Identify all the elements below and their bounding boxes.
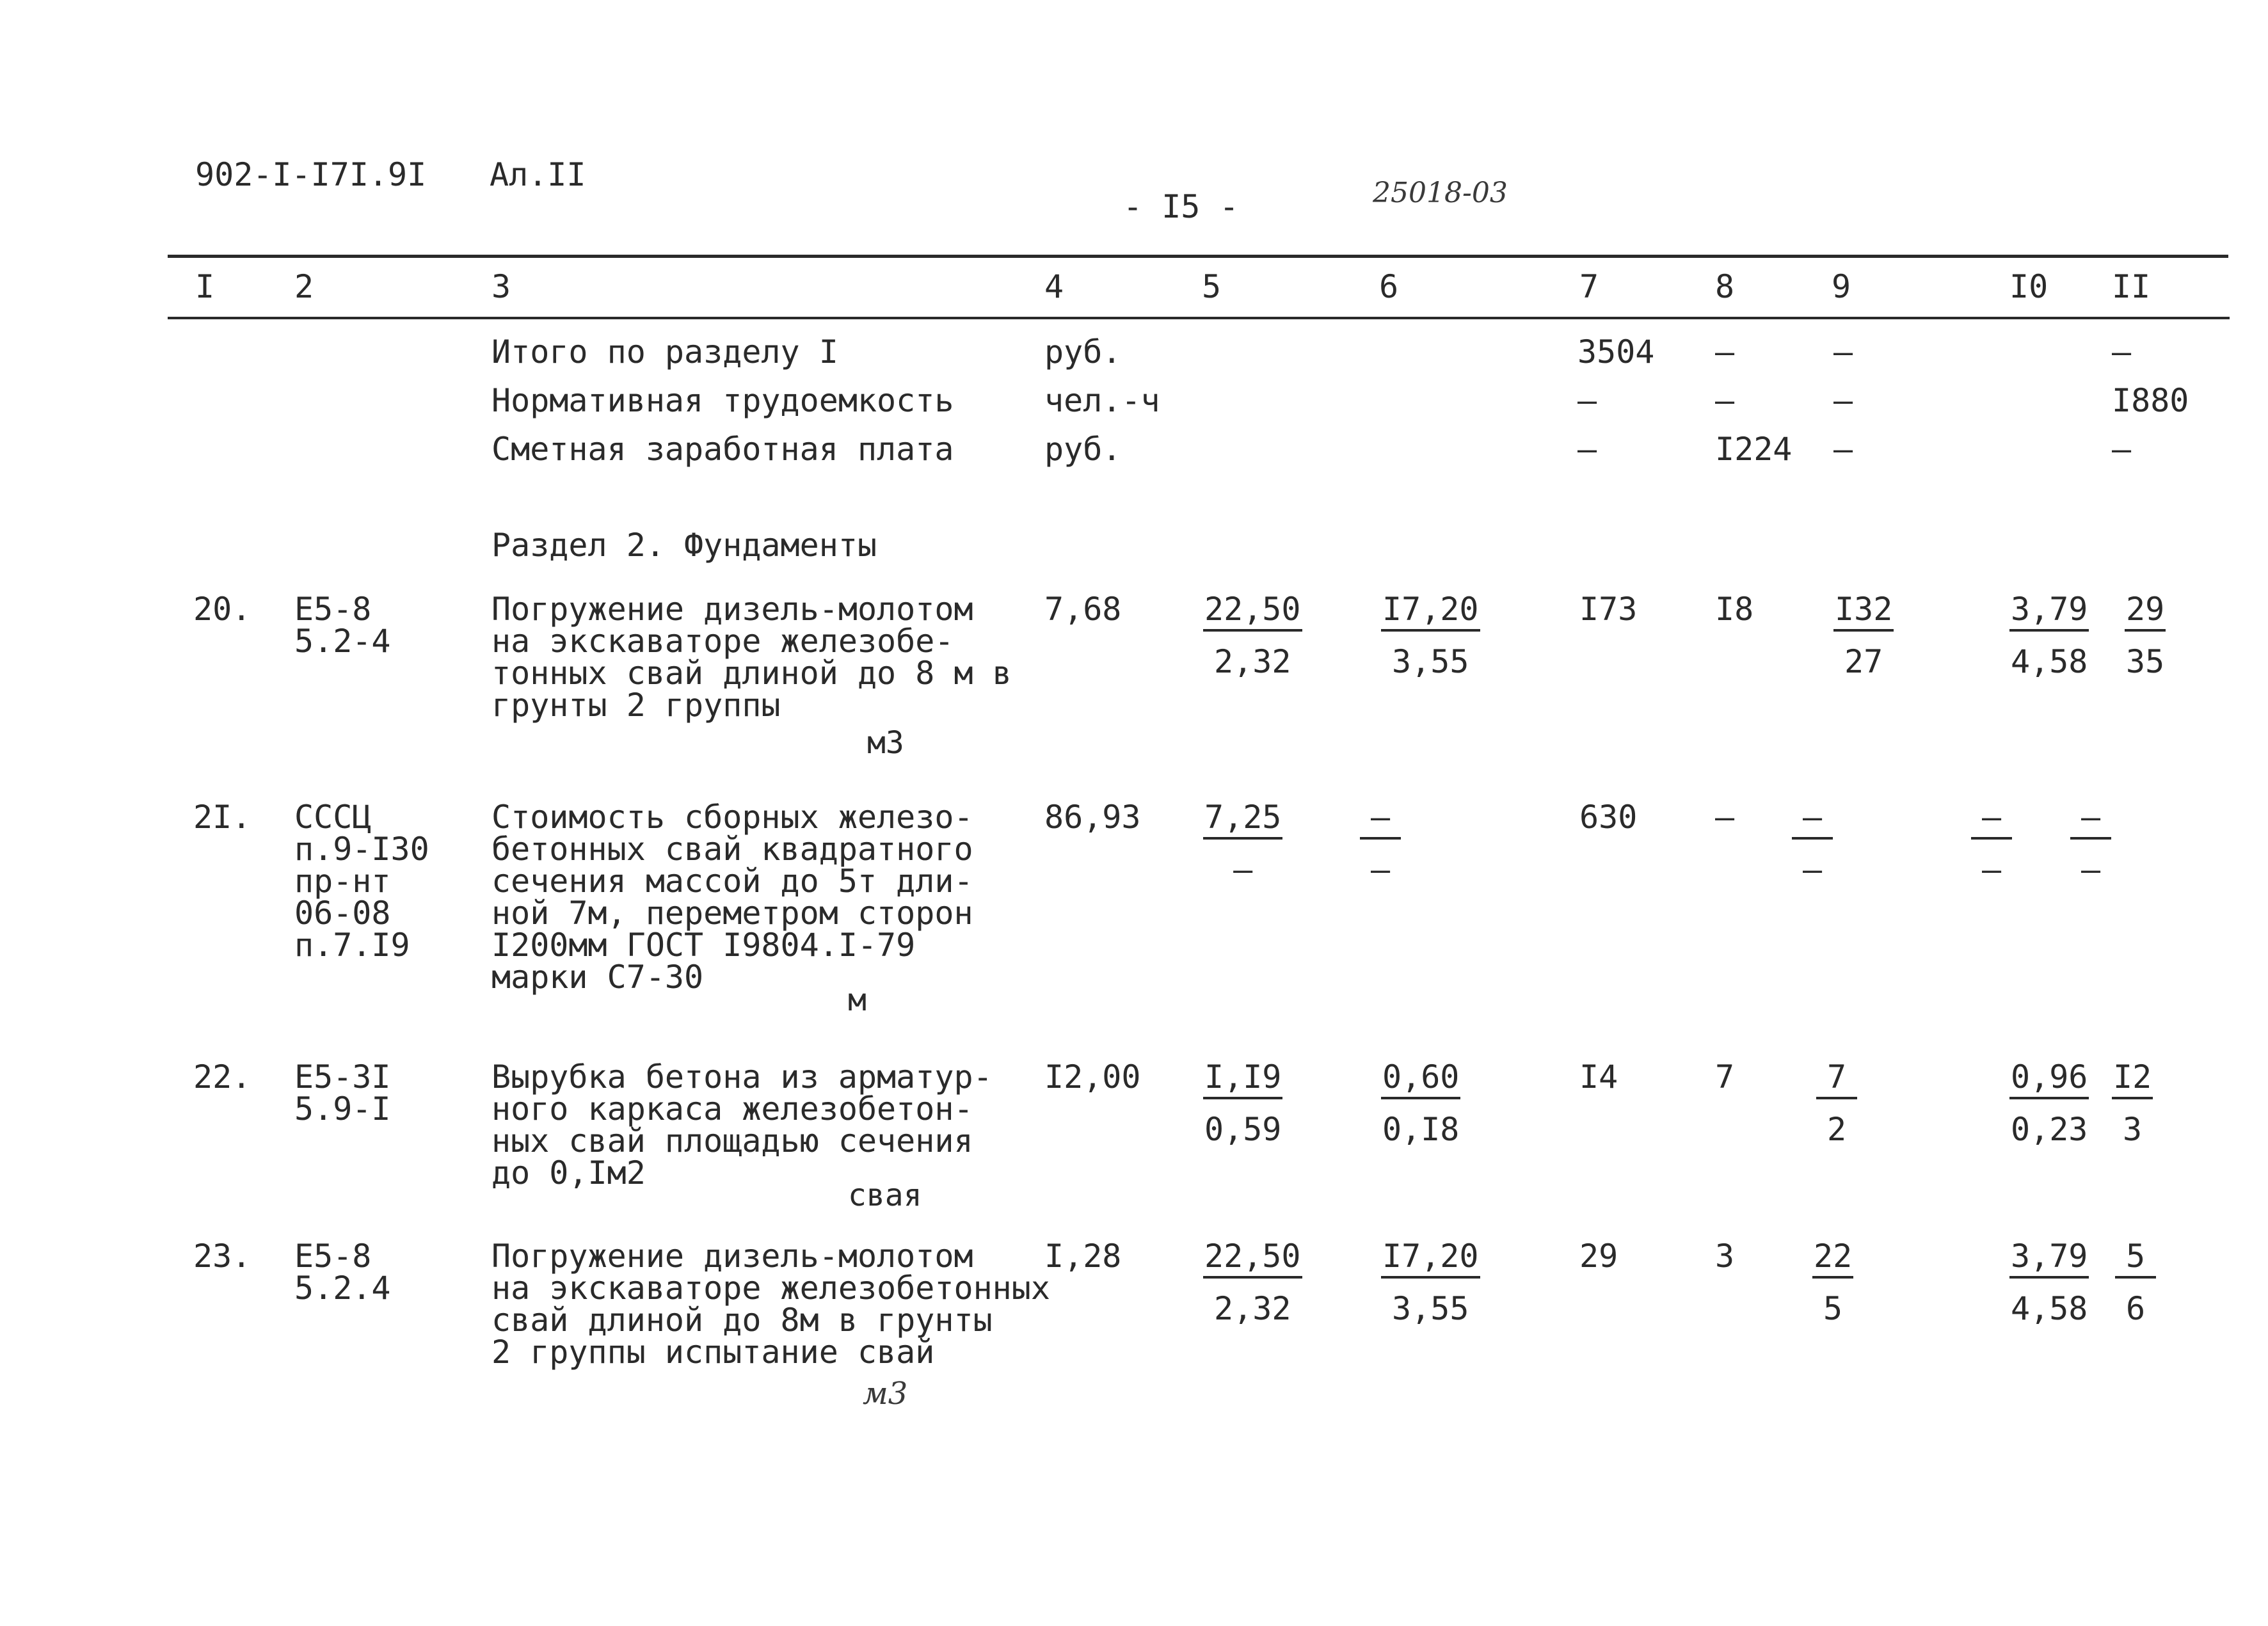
- description-line: Стоимость сборных железо-: [491, 799, 973, 836]
- fraction-bottom: 2,32: [1214, 643, 1291, 680]
- fraction-bottom: –: [1981, 851, 2002, 888]
- totals-label: Итого по разделу I: [491, 333, 838, 371]
- document-code: 902-I-I7I.9I: [195, 156, 427, 193]
- cost-fraction: [1792, 801, 1833, 886]
- unit-of-measure: свая: [848, 1177, 922, 1213]
- fraction-bottom: 0,I8: [1382, 1111, 1460, 1148]
- description-line: Погружение дизель-молотом: [491, 591, 973, 628]
- unit-of-measure: м3: [863, 1376, 908, 1412]
- fraction-top: 7: [1816, 1061, 1857, 1099]
- description-line: ного каркаса железобетон-: [491, 1090, 973, 1128]
- fraction-bottom: 3: [2123, 1111, 2143, 1148]
- fraction-bottom: 2: [1826, 1111, 1847, 1148]
- column-header: I0: [2009, 268, 2048, 305]
- unit-cost-fraction: [1381, 593, 1480, 678]
- fraction-bottom: 27: [1844, 643, 1883, 680]
- description-line: ных свай площадью сечения: [491, 1122, 973, 1160]
- fraction-top: 7,25: [1203, 801, 1282, 840]
- cost-fraction: [1816, 1058, 1857, 1148]
- handwritten-reference: 25018-03: [1373, 177, 1508, 209]
- unit-cost-fraction: [1203, 1240, 1302, 1325]
- fraction-top: 3,79: [2009, 1240, 2089, 1279]
- rate-code-line: 5.2-4: [294, 623, 391, 660]
- page-number: - I5 -: [1123, 188, 1239, 225]
- description-line: на экскаваторе железобе-: [491, 623, 954, 660]
- rate-code-line: 06-08: [294, 895, 391, 932]
- description-line: Вырубка бетона из арматур-: [491, 1058, 993, 1096]
- column-header: 6: [1379, 268, 1399, 305]
- total-cost: I4: [1579, 1058, 1618, 1096]
- fraction-bottom: 35: [2126, 643, 2165, 680]
- description-line: марки С7-30: [491, 959, 704, 996]
- totals-unit: руб.: [1044, 431, 1122, 468]
- labor-fraction: [2009, 593, 2089, 678]
- fraction-top: 5: [2115, 1240, 2156, 1279]
- description-line: свай длиной до 8м в грунты: [491, 1302, 993, 1339]
- quantity: 86,93: [1044, 799, 1141, 836]
- cost-value: –: [1715, 799, 1735, 836]
- cost-fraction: [1812, 1240, 1853, 1325]
- fraction-bottom: 3,55: [1392, 1290, 1469, 1327]
- fraction-bottom: 4,58: [2011, 1290, 2088, 1327]
- work-description: [491, 799, 973, 996]
- rate-code-line: п.7.I9: [294, 927, 410, 964]
- album-label: Ал.II: [490, 156, 586, 193]
- table-top-rule: [168, 255, 2228, 258]
- fraction-top: I,I9: [1203, 1061, 1282, 1099]
- fraction-bottom: 3,55: [1392, 643, 1469, 680]
- rate-code-line: Е5-3I: [294, 1058, 391, 1096]
- rate-code-line: Е5-8: [294, 591, 372, 628]
- fraction-top: I2: [2112, 1061, 2153, 1099]
- description-line: бетонных свай квадратного: [491, 831, 973, 868]
- description-line: тонных свай длиной до 8 м в: [491, 655, 1012, 692]
- totals-label: Нормативная трудоемкость: [491, 382, 954, 419]
- description-line: грунты 2 группы: [491, 687, 781, 724]
- totals-unit: руб.: [1044, 333, 1122, 371]
- quantity: 7,68: [1044, 591, 1122, 628]
- rate-code-line: СССЦ: [294, 799, 372, 836]
- description-line: ной 7м, переметром сторон: [491, 895, 973, 932]
- fraction-bottom: –: [1370, 851, 1391, 888]
- totals-value: –: [1833, 431, 1853, 468]
- column-header: 9: [1832, 268, 1851, 305]
- work-description: [491, 1058, 993, 1192]
- fraction-bottom: –: [2080, 851, 2101, 888]
- fraction-bottom: –: [1233, 851, 1253, 888]
- labor-fraction: [2125, 593, 2166, 678]
- unit-cost-fraction: [1381, 1058, 1460, 1148]
- description-line: 2 группы испытание свай: [491, 1334, 935, 1371]
- totals-unit: чел.-ч: [1044, 382, 1160, 419]
- column-header: 3: [491, 268, 511, 305]
- rate-code: [294, 1238, 391, 1307]
- quantity: I2,00: [1044, 1058, 1141, 1096]
- totals-value: –: [1577, 382, 1597, 419]
- column-header: 7: [1579, 268, 1599, 305]
- fraction-top: 3,79: [2009, 593, 2089, 632]
- fraction-bottom: 5: [1823, 1290, 1843, 1327]
- totals-value: –: [2112, 431, 2132, 468]
- unit-cost-fraction: [1381, 1240, 1480, 1325]
- work-description: [491, 591, 1012, 724]
- totals-value: –: [2112, 333, 2132, 371]
- unit-cost-fraction: [1360, 801, 1401, 886]
- rate-code-line: п.9-I30: [294, 831, 429, 868]
- fraction-top: 22,50: [1203, 1240, 1302, 1279]
- labor-fraction: [2009, 1240, 2089, 1325]
- unit-of-measure: м: [848, 982, 866, 1018]
- total-cost: 29: [1579, 1238, 1618, 1275]
- fraction-bottom: 4,58: [2011, 643, 2088, 680]
- column-header: I: [195, 268, 215, 305]
- totals-value: I880: [2112, 382, 2189, 419]
- totals-value: –: [1833, 333, 1853, 371]
- row-number: 22.: [193, 1058, 252, 1096]
- total-cost: 630: [1579, 799, 1638, 836]
- fraction-bottom: 0,23: [2011, 1111, 2088, 1148]
- unit-cost-fraction: [1203, 801, 1282, 886]
- totals-value: 3504: [1577, 333, 1655, 371]
- fraction-top: 29: [2125, 593, 2166, 632]
- description-line: сечения массой до 5т дли-: [491, 863, 973, 900]
- column-header: 8: [1715, 268, 1735, 305]
- rate-code-line: пр-нт: [294, 863, 391, 900]
- labor-fraction: [2070, 801, 2111, 886]
- fraction-top: I7,20: [1381, 1240, 1480, 1279]
- column-header: 4: [1044, 268, 1064, 305]
- description-line: на экскаваторе железобетонных: [491, 1270, 1050, 1307]
- fraction-bottom: 0,59: [1204, 1111, 1282, 1148]
- cost-fraction: [1833, 593, 1894, 678]
- rate-code: [294, 591, 391, 660]
- fraction-bottom: 2,32: [1214, 1290, 1291, 1327]
- totals-value: –: [1577, 431, 1597, 468]
- totals-label: Сметная заработная плата: [491, 431, 954, 468]
- column-header: II: [2112, 268, 2151, 305]
- cost-value: 7: [1715, 1058, 1735, 1096]
- rate-code-line: 5.2.4: [294, 1270, 391, 1307]
- section-title: Раздел 2. Фундаменты: [491, 527, 877, 564]
- unit-of-measure: м3: [867, 725, 904, 761]
- rate-code: [294, 1058, 391, 1128]
- fraction-top: I7,20: [1381, 593, 1480, 632]
- unit-cost-fraction: [1203, 1058, 1282, 1148]
- totals-value: –: [1715, 382, 1735, 419]
- description-line: Погружение дизель-молотом: [491, 1238, 973, 1275]
- labor-fraction: [2115, 1240, 2156, 1325]
- table-header-rule: [168, 317, 2230, 319]
- totals-value: I224: [1715, 431, 1793, 468]
- fraction-top: 22,50: [1203, 593, 1302, 632]
- fraction-top: I32: [1833, 593, 1894, 632]
- totals-value: –: [1715, 333, 1735, 371]
- fraction-top: 0,60: [1381, 1061, 1460, 1099]
- labor-fraction: [1971, 801, 2012, 886]
- row-number: 20.: [193, 591, 252, 628]
- unit-cost-fraction: [1203, 593, 1302, 678]
- quantity: I,28: [1044, 1238, 1122, 1275]
- fraction-bottom: –: [1802, 851, 1823, 888]
- column-header: 5: [1202, 268, 1222, 305]
- labor-fraction: [2112, 1058, 2153, 1148]
- fraction-top: –: [1971, 801, 2012, 840]
- cost-value: 3: [1715, 1238, 1735, 1275]
- description-line: до 0,Iм2: [491, 1154, 646, 1192]
- totals-value: –: [1833, 382, 1853, 419]
- description-line: I200мм ГОСТ I9804.I-79: [491, 927, 916, 964]
- fraction-top: –: [2070, 801, 2111, 840]
- rate-code-line: Е5-8: [294, 1238, 372, 1275]
- row-number: 23.: [193, 1238, 252, 1275]
- cost-value: I8: [1715, 591, 1754, 628]
- fraction-top: 0,96: [2009, 1061, 2089, 1099]
- fraction-top: –: [1792, 801, 1833, 840]
- fraction-bottom: 6: [2125, 1290, 2146, 1327]
- row-number: 2I.: [193, 799, 252, 836]
- column-header: 2: [294, 268, 314, 305]
- fraction-top: –: [1360, 801, 1401, 840]
- rate-code: [294, 799, 429, 964]
- labor-fraction: [2009, 1058, 2089, 1148]
- work-description: [491, 1238, 1050, 1371]
- total-cost: I73: [1579, 591, 1638, 628]
- rate-code-line: 5.9-I: [294, 1090, 391, 1128]
- fraction-top: 22: [1812, 1240, 1853, 1279]
